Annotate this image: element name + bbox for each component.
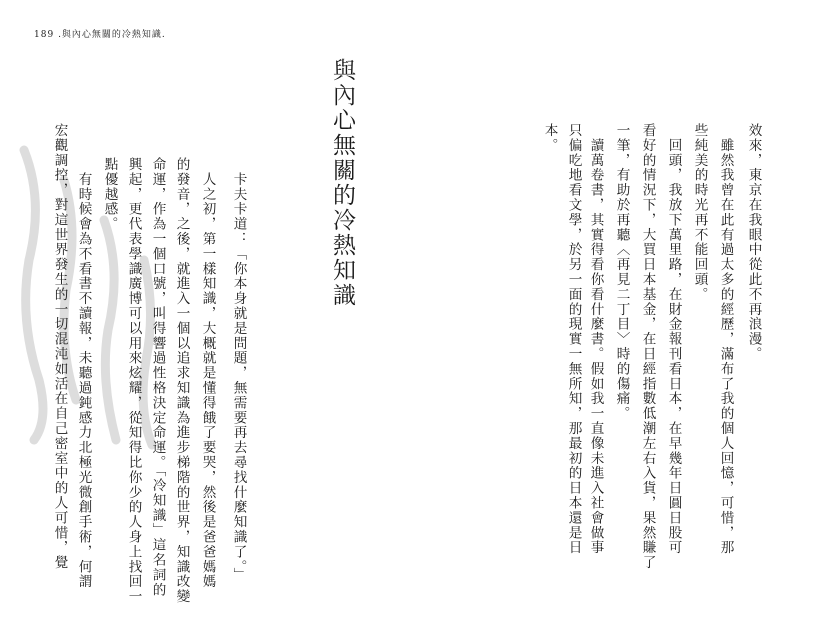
text-column-6: 一筆，有助於再聽〈再見二丁目〉時的傷痛。 <box>613 123 630 421</box>
chapter-title: 與內心無關的冷熱知識 <box>329 58 355 308</box>
text-column-2: 雖然我曾在此有過太多的經歷，滿布了我的個人回憶，可惜，那 <box>717 123 734 556</box>
text-column-16: 有時候會為不看書不讀報，未聽過鈍感力北極光微創手術，何謂 <box>75 157 92 590</box>
text-column-9: 本。 <box>541 123 558 153</box>
text-column-5: 看好的情況下，大買日本基金，在日經指數低潮左右入貨，果然賺了 <box>639 123 656 570</box>
running-title: .與內心無關的冷熱知識. <box>58 30 166 40</box>
text-column-13: 命運，作為一個口號，叫得響過性格決定命運。「冷知識」這名詞的 <box>149 157 166 598</box>
running-header <box>34 27 166 40</box>
text-column-12: 的發音，之後，就進入一個以追求知識為進步梯階的世界，知識改變 <box>173 157 190 604</box>
text-column-11: 人之初，第一樣知識，大概就是懂得餓了要哭，然後是爸爸媽媽 <box>199 157 216 590</box>
text-column-8: 只偏吃地看文學，於另一面的現實一無所知，那最初的日本還是日 <box>565 123 582 556</box>
page-number: 189 <box>34 30 55 40</box>
text-column-3: 些純美的時光再不能回頭。 <box>691 123 708 302</box>
text-column-15: 點優越感。 <box>101 157 118 232</box>
text-column-7: 讀萬卷書，其實得看你看什麼書。假如我一直像未進入社會做事 <box>587 123 604 556</box>
text-column-10: 卡夫卡道：「你本身就是問題，無需要再去尋找什麼知識了。」 <box>230 157 247 583</box>
text-column-4: 回頭，我放下萬里路，在財金報刊看日本，在早幾年日圓日股可 <box>665 123 682 556</box>
text-column-14: 興起，更代表學識廣博可以用來炫耀，從知得比你少的人身上找回一 <box>125 157 142 604</box>
text-column-1: 效來，東京在我眼中從此不再浪漫。 <box>745 123 762 362</box>
text-column-17: 宏觀調控，對這世界發生的一切混沌如活在自己密室中的人可惜，覺 <box>51 123 68 570</box>
